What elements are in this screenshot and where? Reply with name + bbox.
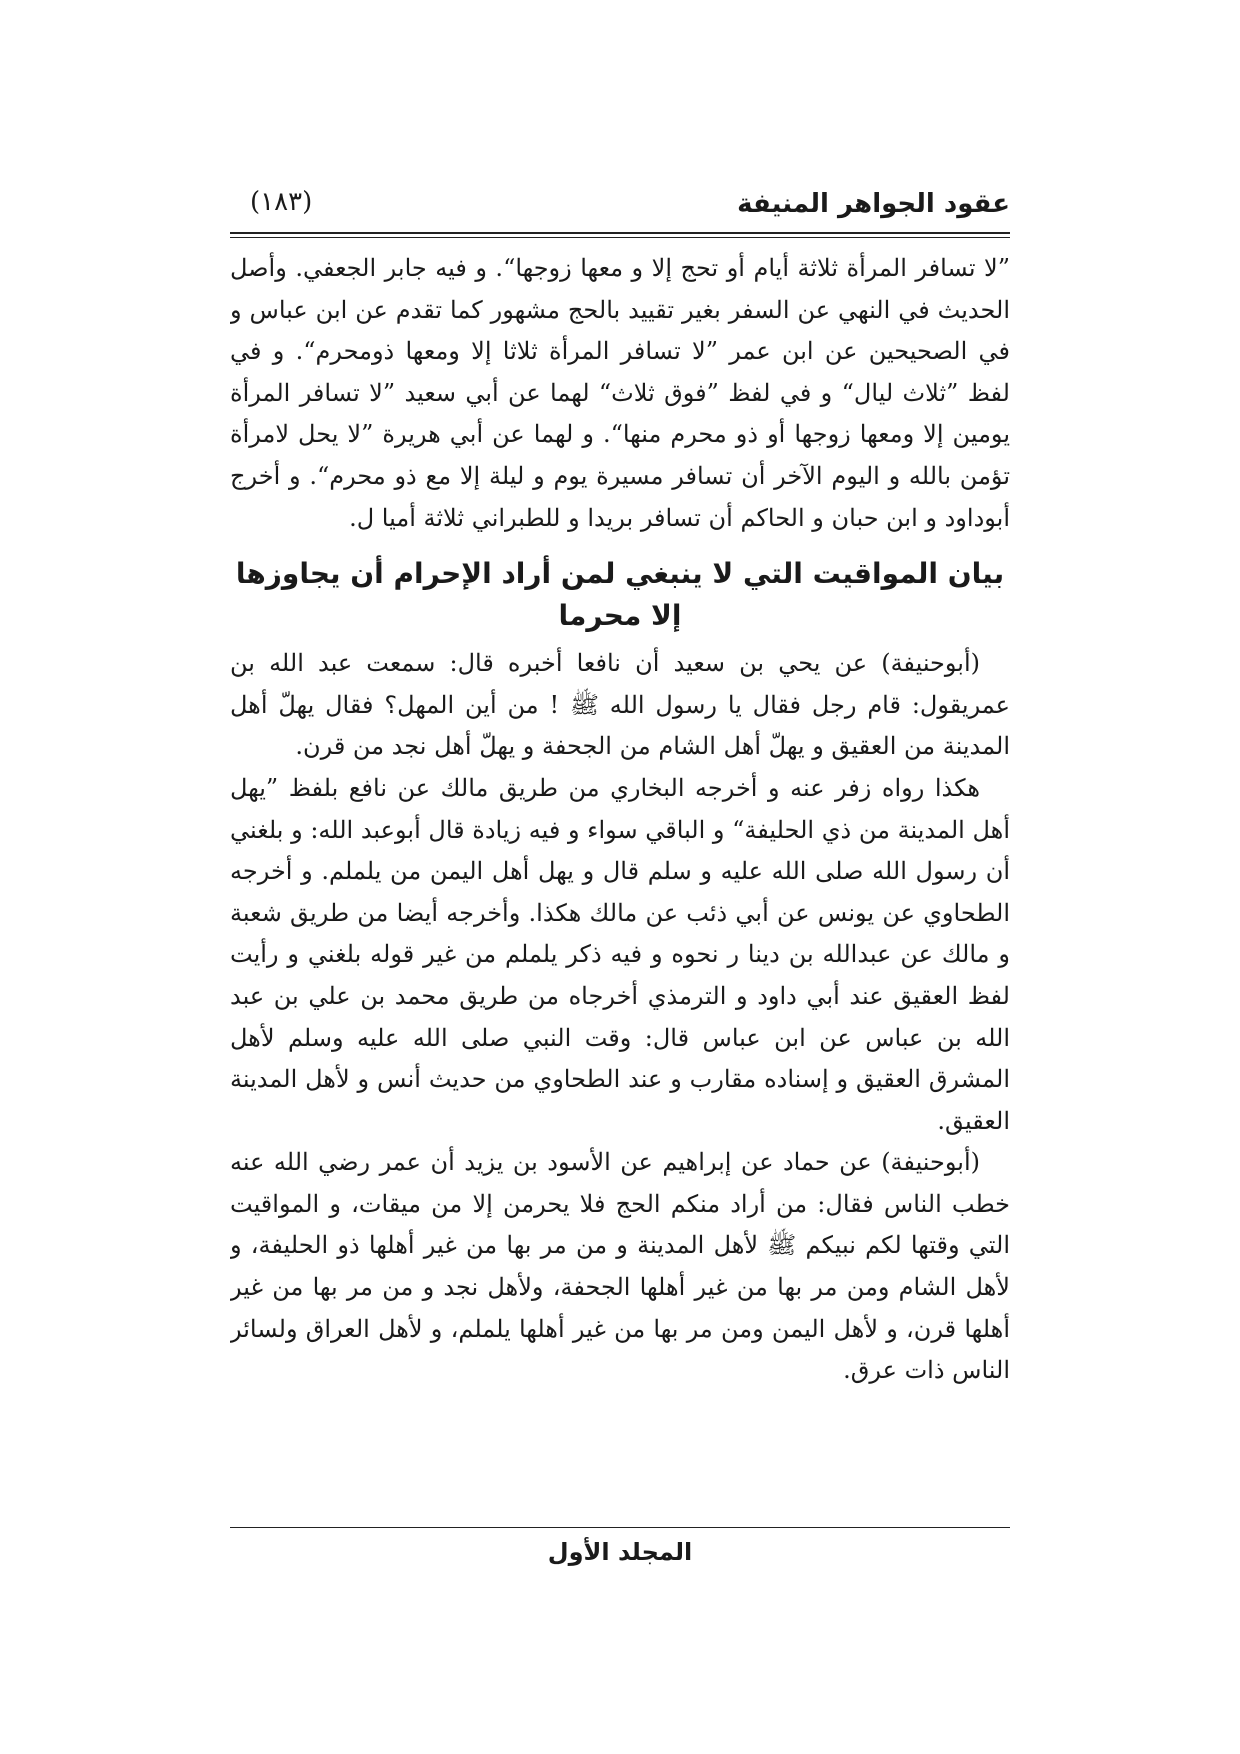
volume-label: المجلد الأول (547, 1538, 693, 1566)
header-rule (230, 232, 1010, 234)
paragraph-3: هكذا رواه زفر عنه و أخرجه البخاري من طريق مالك عن نافع بلفظ ”يهل أهل المدينة من ذي الحليفة“ و الباقي سواء و فيه زيادة قال أبوعبد الله: و بلغني أن رسول الله صلى الله عليه و سلم قال و يهل أهل اليمن من يلملم. و أخرجه الطحاوي عن يونس عن أبي ذئب عن مالك هكذا. وأخرجه أيضا من طريق شعبة و مالك عن عبدالله بن دينا ر نحوه و فيه ذكر يلملم من غير قوله بلغني و رأيت لفظ العقيق عند أبي داود و الترمذي أخرجاه من طريق محمد بن علي بن عبد الله بن عباس عن ابن عباس قال: وقت النبي صلى الله عليه وسلم لأهل المشرق العقيق و إسناده مقارب و عند الطحاوي من حديث أنس و لأهل المدينة العقيق. (230, 773, 1010, 1135)
section-heading: بيان المواقيت التي لا ينبغي لمن أراد الإحرام أن يجاوزها إلا محرما (235, 557, 1005, 633)
paragraph-4: (أبوحنيفة) عن حماد عن إبراهيم عن الأسود بن يزيد أن عمر رضي الله عنه خطب الناس فقال: من أراد منكم الحج فلا يحرمن إلا من ميقات، و المواقيت التي وقتها لكم نبيكم ﷺ لأهل المدينة و من مر بها من غير أهلها ذو الحليفة، و لأهل الشام ومن مر بها من غير أهلها الجحفة، ولأهل نجد و من مر بها من غير أهلها قرن، و لأهل اليمن ومن مر بها من غير أهلها يلملم، و لأهل العراق ولسائر الناس ذات عرق. (230, 1148, 1010, 1385)
page-number: (١٨٣) (250, 187, 313, 217)
footer-rule (230, 1527, 1010, 1528)
page-body (230, 248, 1010, 1518)
paragraph-2: (أبوحنيفة) عن يحي بن سعيد أن نافعا أخبره قال: سمعت عبد الله بن عمريقول: قام رجل فقال يا رسول الله ﷺ ! من أين المهل؟ فقال يهلّ أهل المدينة من العقيق و يهلّ أهل الشام من الجحفة و يهلّ أهل نجد من قرن. (230, 649, 1010, 761)
book-title: عقود الجواهر المنيفة (737, 189, 1010, 219)
page-header (230, 185, 1010, 225)
header-rule-thin (230, 237, 1010, 238)
page-footer (230, 1535, 1010, 1569)
paragraph-1: ”لا تسافر المرأة ثلاثة أيام أو تحج إلا و معها زوجها“. و فيه جابر الجعفي. وأصل الحديث في النهي عن السفر بغير تقييد بالحج مشهور كما تقدم عن ابن عباس و في الصحيحين عن ابن عمر ”لا تسافر المرأة ثلاثا إلا ومعها ذومحرم“. و في لفظ ”ثلاث ليال“ و في لفظ ”فوق ثلاث“ لهما عن أبي سعيد ”لا تسافر المرأة يومين إلا ومعها زوجها أو ذو محرم منها“. و لهما عن أبي هريرة ”لا يحل لامرأة تؤمن بالله و اليوم الآخر أن تسافر مسيرة يوم و ليلة إلا مع ذو محرم“. و أخرج أبوداود و ابن حبان و الحاكم أن تسافر بريدا و للطبراني ثلاثة أميا ل. (230, 254, 1010, 532)
